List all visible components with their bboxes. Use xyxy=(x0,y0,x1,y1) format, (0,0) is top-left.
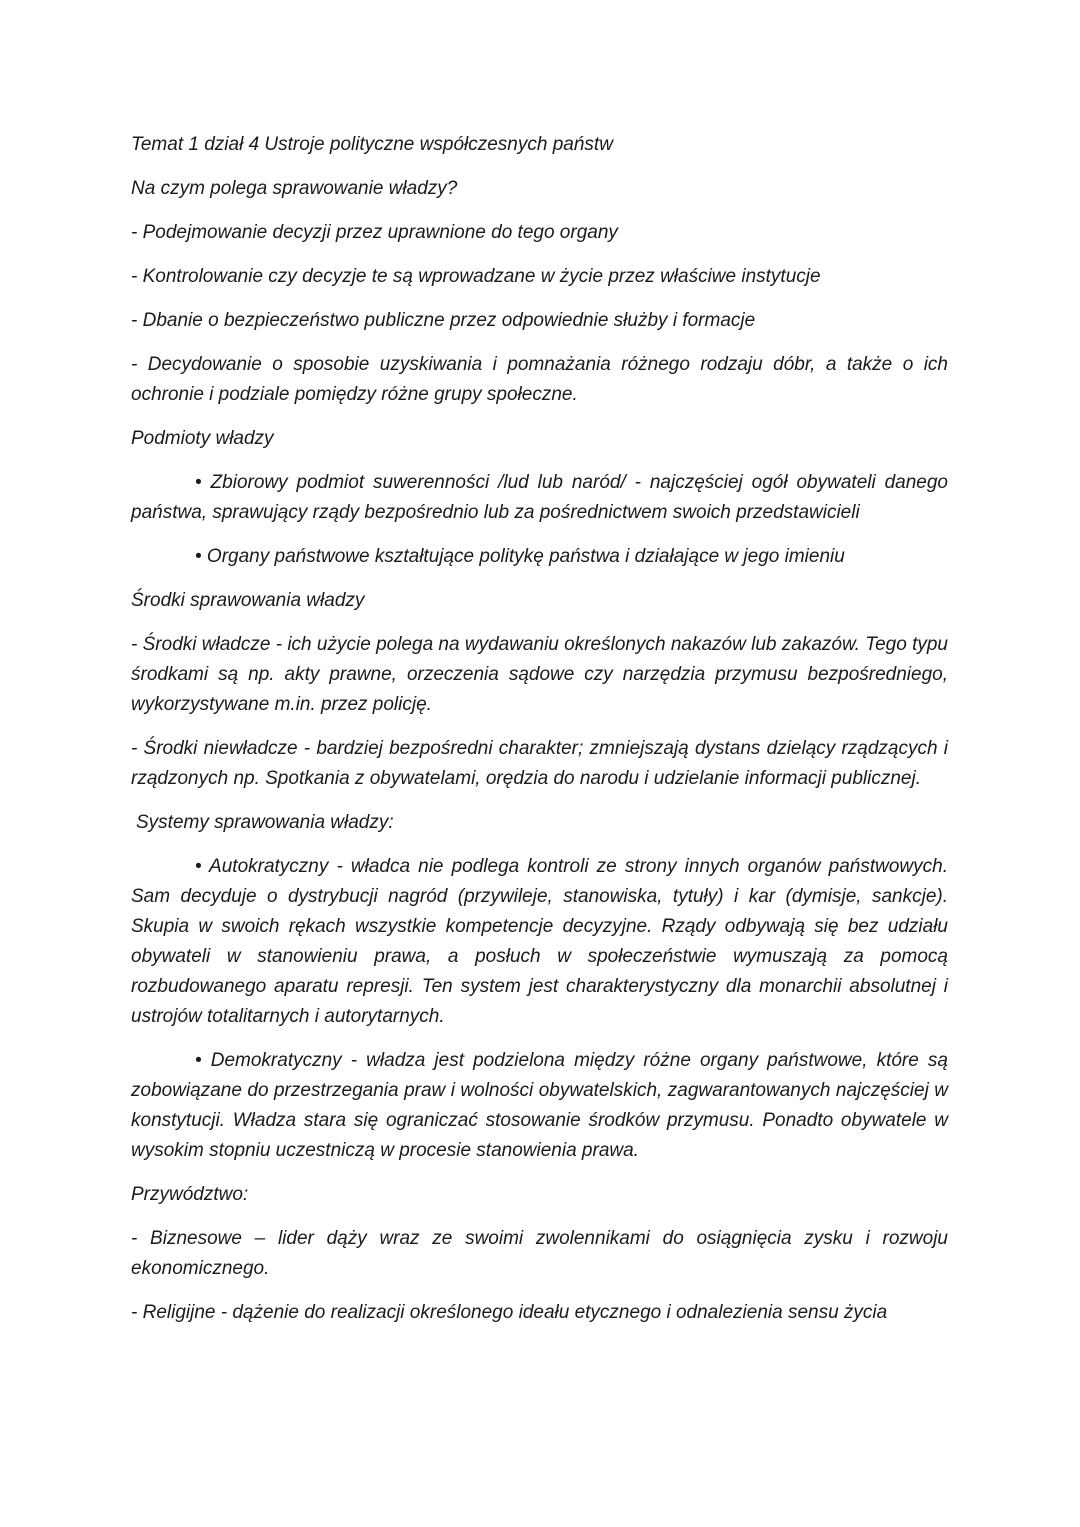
section-heading-means: Środki sprawowania władzy xyxy=(131,590,365,611)
section-heading-leadership: Przywództwo: xyxy=(131,1184,249,1205)
list-item: - Religijne - dążenie do realizacji określonego ideału etycznego i odnalezienia sensu życia xyxy=(131,1302,888,1323)
bullet-item: • Demokratyczny - władza jest podzielona między różne organy państwowe, które są zobowiązane do przestrzegania praw i wolności obywatelskich, zagwarantowanych najczęściej w konstytucji. Władza stara się ograniczać stosowanie środków przymusu. Ponadto obywatele w wysokim stopniu uczestniczą w procesie stanowienia prawa. xyxy=(131,1050,948,1161)
bullet-item: • Zbiorowy podmiot suwerenności /lud lub naród/ - najczęściej ogół obywateli danego państwa, sprawujący rządy bezpośrednio lub za pośrednictwem swoich przedstawicieli xyxy=(131,472,948,523)
list-item: - Podejmowanie decyzji przez uprawnione do tego organy xyxy=(131,222,618,243)
list-item: - Środki władcze - ich użycie polega na wydawaniu określonych nakazów lub zakazów. Tego typu środkami są np. akty prawne, orzeczenia sądowe czy narzędzia przymusu bezpośredniego, wykorzystywane m.in. przez policję. xyxy=(131,634,948,715)
section-heading-systems: Systemy sprawowania władzy: xyxy=(136,812,394,833)
list-item: - Decydowanie o sposobie uzyskiwania i pomnażania różnego rodzaju dóbr, a także o ich ochronie i podziale pomiędzy różne grupy społeczne. xyxy=(131,354,948,405)
question-heading: Na czym polega sprawowanie władzy? xyxy=(131,178,458,199)
bullet-item: • Organy państwowe kształtujące politykę państwa i działające w jego imieniu xyxy=(195,546,845,567)
section-heading-subjects: Podmioty władzy xyxy=(131,428,274,449)
list-item: - Biznesowe – lider dąży wraz ze swoimi zwolennikami do osiągnięcia zysku i rozwoju ekonomicznego. xyxy=(131,1228,948,1279)
list-item: - Środki niewładcze - bardziej bezpośredni charakter; zmniejszają dystans dzielący rządzących i rządzonych np. Spotkania z obywatelami, orędzia do narodu i udzielanie informacji publicznej. xyxy=(131,738,948,789)
list-item: - Dbanie o bezpieczeństwo publiczne przez odpowiednie służby i formacje xyxy=(131,310,756,331)
document-title: Temat 1 dział 4 Ustroje polityczne współczesnych państw xyxy=(131,134,613,155)
bullet-item: • Autokratyczny - władca nie podlega kontroli ze strony innych organów państwowych. Sam decyduje o dystrybucji nagród (przywileje, stanowiska, tytuły) i kar (dymisje, sankcje). Skupia w swoich rękach wszystkie kompetencje decyzyjne. Rządy odbywają się bez udziału obywateli w stanowieniu prawa, a posłuch w społeczeństwie wymuszają za pomocą rozbudowanego aparatu represji. Ten system jest charakterystyczny dla monarchii absolutnej i ustrojów totalitarnych i autorytarnych. xyxy=(131,856,948,1027)
list-item: - Kontrolowanie czy decyzje te są wprowadzane w życie przez właściwe instytucje xyxy=(131,266,821,287)
